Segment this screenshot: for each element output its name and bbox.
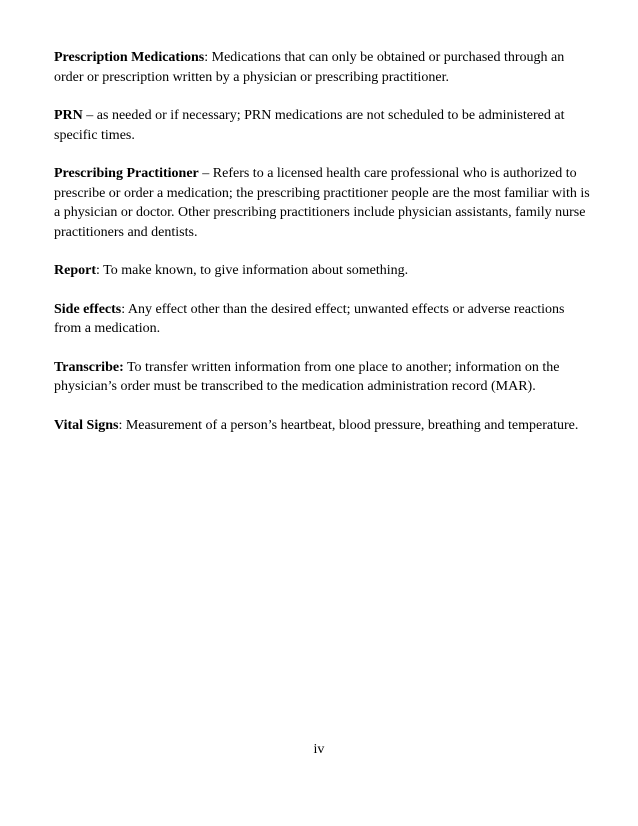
- glossary-definition: as needed or if necessary; PRN medications are not scheduled to be administered at specific times.: [54, 108, 565, 143]
- glossary-definition: Medications that can only be obtained or purchased through an order or prescription written by a physician or prescribing practitioner.: [54, 50, 565, 85]
- glossary-definition: To transfer written information from one place to another; information on the physician’s order must be transcribed to the medication administration record (MAR).: [54, 359, 560, 394]
- glossary-entry: [54, 261, 594, 281]
- term-separator: :: [204, 50, 212, 65]
- glossary-entry: [54, 358, 594, 397]
- glossary-definition: Any effect other than the desired effect; unwanted effects or adverse reactions from a medication.: [54, 301, 565, 336]
- glossary-term: Report: [54, 263, 96, 278]
- term-separator: –: [82, 108, 97, 123]
- glossary-definition: Measurement of a person’s heartbeat, blood pressure, breathing and temperature.: [125, 417, 579, 433]
- glossary-term: PRN: [54, 108, 83, 123]
- page-number: iv: [313, 742, 325, 757]
- glossary-term: Transcribe:: [54, 359, 124, 375]
- glossary-entry: [54, 300, 594, 339]
- glossary-entry: [54, 416, 594, 436]
- glossary-term: Side effects: [54, 301, 122, 317]
- glossary-term: Prescribing Practitioner: [54, 166, 199, 181]
- glossary-entry: [54, 164, 594, 242]
- glossary-term: Prescription Medications: [54, 50, 205, 65]
- glossary-definition: To make known, to give information about something.: [103, 263, 409, 278]
- glossary-list: [54, 48, 594, 454]
- glossary-definition: Refers to a licensed health care professional who is authorized to prescribe or order a medication; the prescribing practitioner people are the most familiar with is a physician or doctor. Other prescribing practitioners include physician assistants, family nurse practitioners and dentists.: [54, 166, 590, 240]
- term-separator: –: [198, 166, 213, 181]
- term-separator: :: [121, 301, 128, 317]
- term-separator: :: [96, 263, 104, 278]
- glossary-entry: [54, 48, 594, 87]
- glossary-term: Vital Signs: [54, 417, 119, 433]
- term-separator: :: [118, 417, 126, 433]
- glossary-entry: [54, 106, 594, 145]
